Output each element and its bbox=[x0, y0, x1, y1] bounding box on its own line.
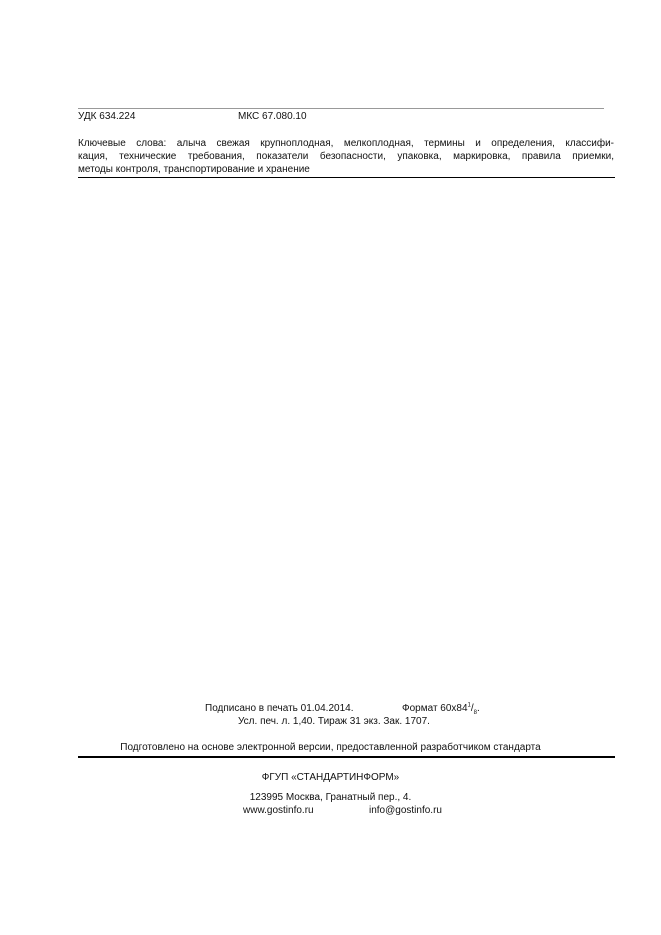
print-format: Формат $60x84^1/_8$. bbox=[402, 702, 480, 716]
print-details: Усл. печ. л. 1,40. Тираж 31 экз. Зак. 1707. bbox=[238, 716, 430, 727]
imprint-rule bbox=[78, 756, 615, 758]
publisher-email[interactable]: info@gostinfo.ru bbox=[369, 805, 442, 816]
keywords-line-2: кация, технические требования, показатели безопасности, упаковка, маркировка, правила приемки, bbox=[78, 151, 614, 162]
keywords-rule bbox=[78, 177, 615, 178]
prepared-note: Подготовлено на основе электронной версии, предоставленной разработчиком стандарта bbox=[120, 742, 541, 753]
format-label: Формат 60x84 bbox=[402, 703, 468, 714]
publisher-website[interactable]: www.gostinfo.ru bbox=[243, 805, 314, 816]
format-end: . bbox=[477, 703, 480, 714]
top-rule bbox=[78, 108, 604, 109]
udk-code: УДК 634.224 bbox=[78, 111, 136, 122]
publisher-name: ФГУП «СТАНДАРТИНФОРМ» bbox=[261, 772, 400, 783]
keywords-line-3: методы контроля, транспортирование и хранение bbox=[78, 164, 310, 175]
signed-date: Подписано в печать 01.04.2014. bbox=[205, 703, 354, 714]
keywords-line-1: Ключевые слова: алыча свежая крупноплодная, мелкоплодная, термины и определения, классифи- bbox=[78, 138, 614, 149]
mks-code: МКС 67.080.10 bbox=[238, 111, 307, 122]
format-numerator: 1 bbox=[467, 702, 471, 709]
keywords-block bbox=[78, 137, 614, 176]
format-denominator: 8 bbox=[473, 710, 478, 716]
publisher-address: 123995 Москва, Гранатный пер., 4. bbox=[249, 792, 412, 803]
